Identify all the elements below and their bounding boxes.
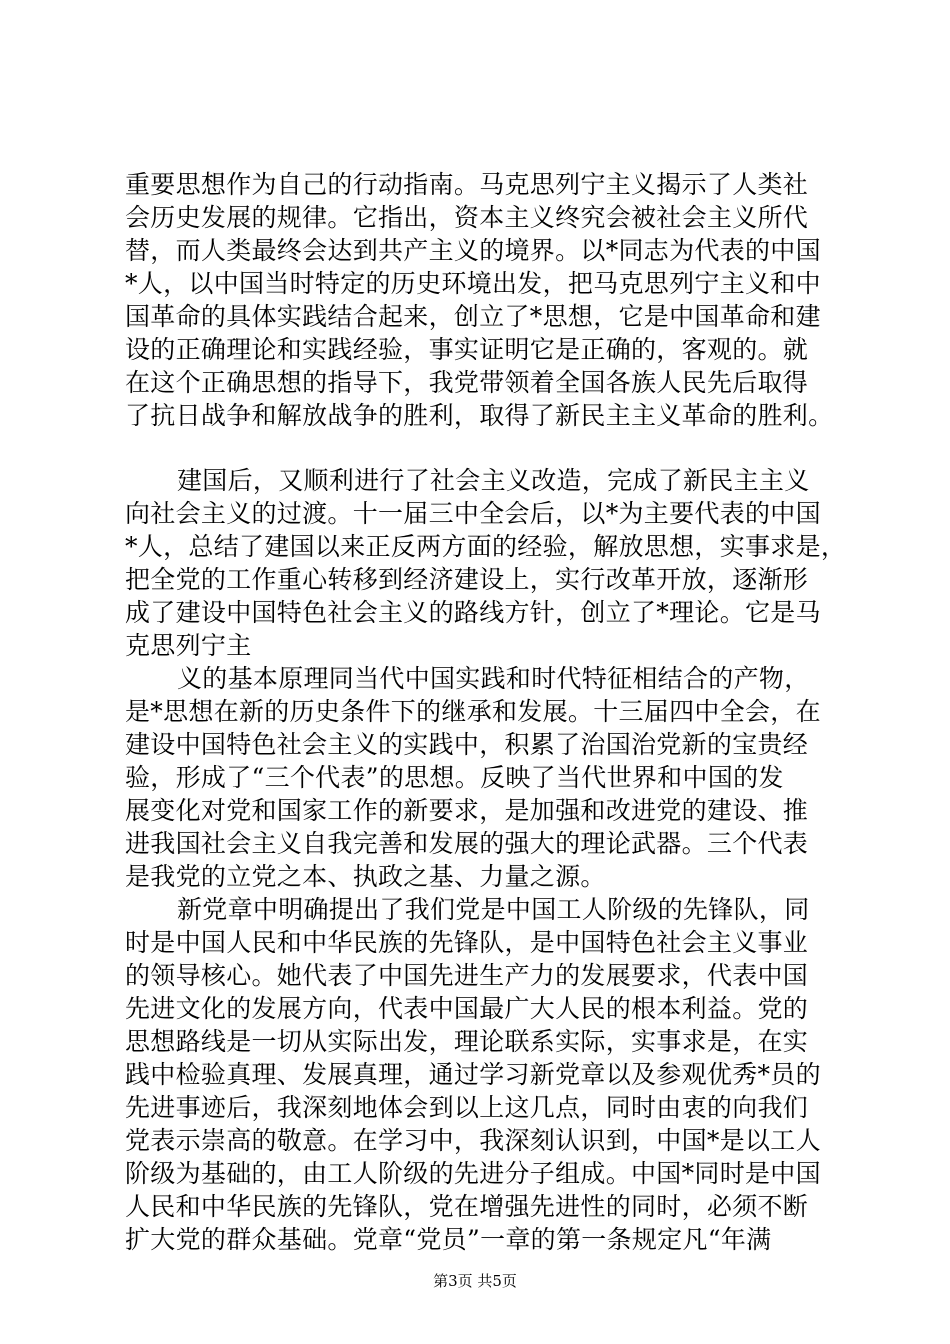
text-line: 替，而人类最终会达到共产主义的境界。以*同志为代表的中国 — [125, 236, 821, 265]
text-line: 设的正确理论和实践经验，事实证明它是正确的，客观的。就 — [125, 335, 809, 364]
text-line: 践中检验真理、发展真理，通过学习新党章以及参观优秀*员的 — [125, 1060, 821, 1089]
text-line: 了抗日战争和解放战争的胜利，取得了新民主主义革命的胜利。 — [125, 401, 834, 430]
text-line: 是*思想在新的历史条件下的继承和发展。十三届四中全会，在 — [125, 697, 821, 726]
document-body — [125, 168, 845, 1256]
text-line: 会历史发展的规律。它指出，资本主义终究会被社会主义所代 — [125, 203, 809, 232]
text-line: 重要思想作为自己的行动指南。马克思列宁主义揭示了人类社 — [125, 170, 809, 199]
text-line: 新党章中明确提出了我们党是中国工人阶级的先锋队，同 — [177, 895, 810, 924]
text-line: *人，总结了建国以来正反两方面的经验，解放思想，实事求是， — [125, 532, 847, 561]
text-line: 党表示崇高的敬意。在学习中，我深刻认识到，中国*是以工人 — [125, 1126, 821, 1155]
paragraph-4 — [125, 893, 845, 1256]
text-line: 人民和中华民族的先锋队，党在增强先进性的同时，必须不断 — [125, 1192, 809, 1221]
text-line: 扩大党的群众基础。党章“党员”一章的第一条规定凡“年满 — [125, 1225, 772, 1254]
text-line: 把全党的工作重心转移到经济建设上，实行改革开放，逐渐形 — [125, 565, 809, 594]
text-line: 在这个正确思想的指导下，我党带领着全国各族人民先后取得 — [125, 368, 809, 397]
paragraph-3 — [125, 662, 845, 893]
text-line: 建设中国特色社会主义的实践中，积累了治国治党新的宝贵经 — [125, 730, 809, 759]
text-line: 验，形成了“三个代表”的思想。反映了当代世界和中国的发 — [125, 763, 784, 792]
page-number-footer: 第3页 共5页 — [433, 1272, 517, 1290]
text-line: 思想路线是一切从实际出发，理论联系实际，实事求是，在实 — [125, 1027, 809, 1056]
text-line: 是我党的立党之本、执政之基、力量之源。 — [125, 862, 606, 891]
paragraph-2 — [125, 464, 845, 662]
paragraph-1 — [125, 168, 845, 432]
text-line: 义的基本原理同当代中国实践和时代特征相结合的产物， — [177, 664, 810, 693]
text-line: 进我国社会主义自我完善和发展的强大的理论武器。三个代表 — [125, 829, 809, 858]
text-line: *人，以中国当时特定的历史环境出发，把马克思列宁主义和中 — [125, 269, 821, 298]
text-line: 国革命的具体实践结合起来，创立了*思想，它是中国革命和建 — [125, 302, 821, 331]
text-line: 克思列宁主 — [125, 631, 252, 660]
paragraph-gap — [125, 432, 845, 464]
text-line: 展变化对党和国家工作的新要求，是加强和改进党的建设、推 — [125, 796, 809, 825]
text-line: 成了建设中国特色社会主义的路线方针，创立了*理论。它是马 — [125, 598, 821, 627]
text-line: 的领导核心。她代表了中国先进生产力的发展要求，代表中国 — [125, 961, 809, 990]
text-line: 先进事迹后，我深刻地体会到以上这几点，同时由衷的向我们 — [125, 1093, 809, 1122]
text-line: 向社会主义的过渡。十一届三中全会后，以*为主要代表的中国 — [125, 499, 821, 528]
text-line: 建国后，又顺利进行了社会主义改造，完成了新民主主义 — [177, 466, 810, 495]
text-line: 阶级为基础的，由工人阶级的先进分子组成。中国*同时是中国 — [125, 1159, 821, 1188]
text-line: 时是中国人民和中华民族的先锋队，是中国特色社会主义事业 — [125, 928, 809, 957]
text-line: 先进文化的发展方向，代表中国最广大人民的根本利益。党的 — [125, 994, 809, 1023]
